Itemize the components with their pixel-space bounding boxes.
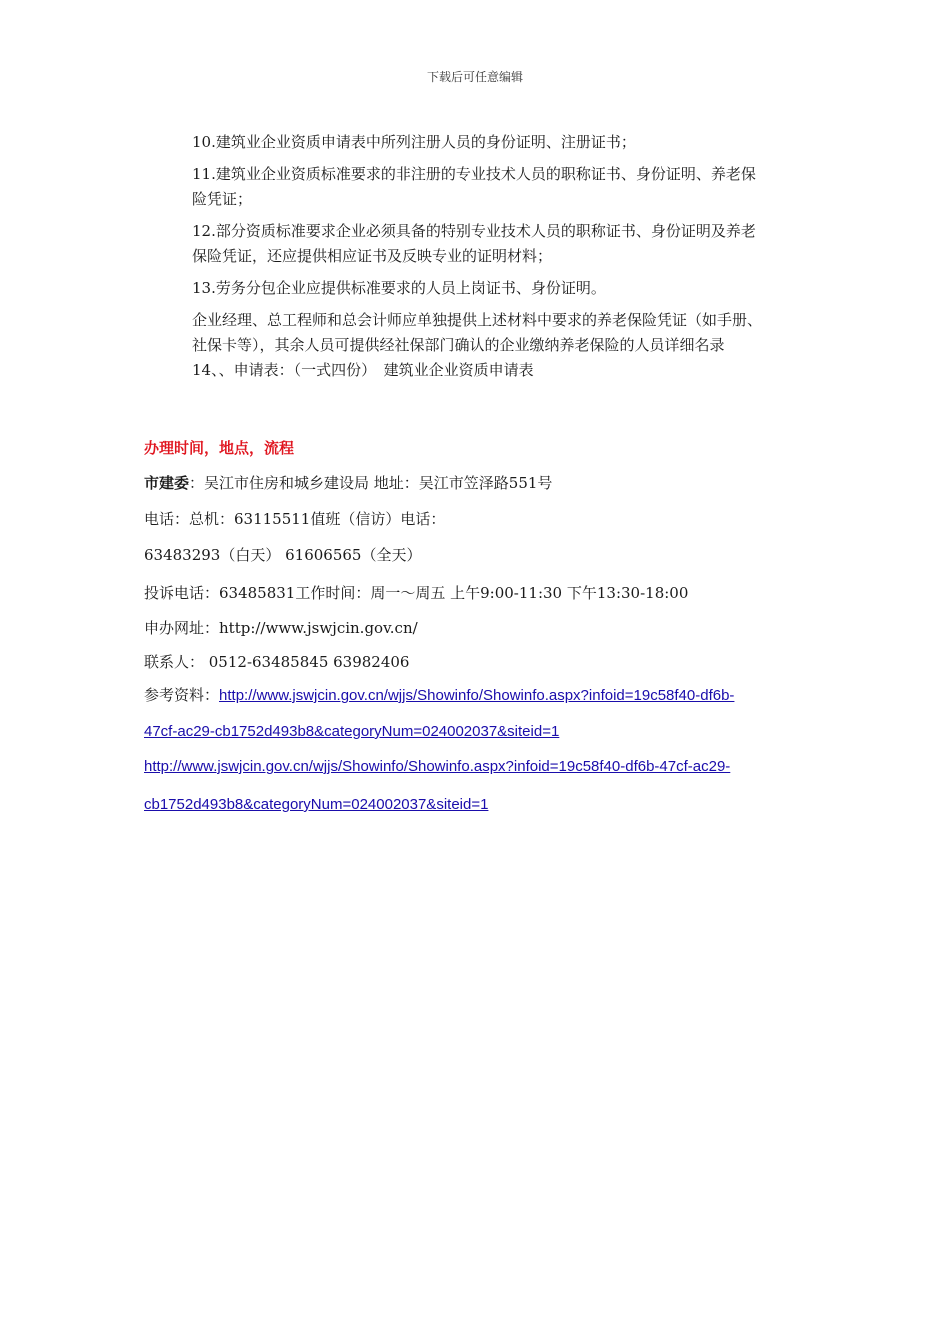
office-address-line xyxy=(144,472,552,493)
requirement-item-12: 12.部分资质标准要求企业必须具备的特别专业技术人员的职称证书、身份证明及养老保险凭证，还应提供相应证书及反映专业的证明材料； xyxy=(192,222,756,265)
website-line: 申办网址：http://www.jswjcin.gov.cn/ xyxy=(144,619,418,637)
reference-link-2[interactable]: http://www.jswjcin.gov.cn/wjjs/Showinfo/Showinfo.aspx?infoid=19c58f40-df6b-47cf-ac29- xyxy=(144,758,731,775)
reference-line-cont xyxy=(144,722,559,740)
requirements-list xyxy=(192,130,762,390)
application-form-line: 14、、申请表：（一式四份） 建筑业企业资质申请表 xyxy=(192,361,534,379)
reference-link-1[interactable]: http://www.jswjcin.gov.cn/wjjs/Showinfo/Showinfo.aspx?infoid=19c58f40-df6b- xyxy=(219,687,735,704)
reference-line-2 xyxy=(144,757,730,775)
reference-line-2-cont xyxy=(144,795,488,813)
requirement-item-11: 11.建筑业企业资质标准要求的非注册的专业技术人员的职称证书、身份证明、养老保险凭证； xyxy=(192,165,756,208)
reference-link-2-cont[interactable]: cb1752d493b8&categoryNum=024002037&siteid=1 xyxy=(144,796,489,813)
requirement-item-10: 10.建筑业企业资质申请表中所列注册人员的身份证明、注册证书； xyxy=(192,133,636,151)
phone-line-2: 63483293（白天） 61606565（全天） xyxy=(144,546,422,564)
reference-link-1-cont[interactable]: 47cf-ac29-cb1752d493b8&categoryNum=024002037&siteid=1 xyxy=(144,723,560,740)
contact-line: 联系人： 0512-63485845 63982406 xyxy=(144,653,410,671)
section-title: 办理时间，地点，流程 xyxy=(144,439,295,457)
office-label: 市建委 xyxy=(144,474,190,492)
reference-label: 参考资料： xyxy=(144,686,220,704)
requirement-item-13: 13.劳务分包企业应提供标准要求的人员上岗证书、身份证明。 xyxy=(192,279,606,297)
header-note: 下载后可任意编辑 xyxy=(426,70,523,84)
phone-line: 电话：总机：63115511值班（信访）电话： xyxy=(144,510,446,528)
reference-line xyxy=(144,684,734,705)
note-paragraph: 企业经理、总工程师和总会计师应单独提供上述材料中要求的养老保险凭证（如手册、社保卡等），其余人员可提供经社保部门确认的企业缴纳养老保险的人员详细名录 xyxy=(192,311,763,354)
office-address: ：吴江市住房和城乡建设局 地址：吴江市笠泽路551号 xyxy=(189,474,553,492)
complaint-line: 投诉电话：63485831工作时间：周一～周五 上午9:00-11:30 下午13:30-18:00 xyxy=(144,584,689,602)
